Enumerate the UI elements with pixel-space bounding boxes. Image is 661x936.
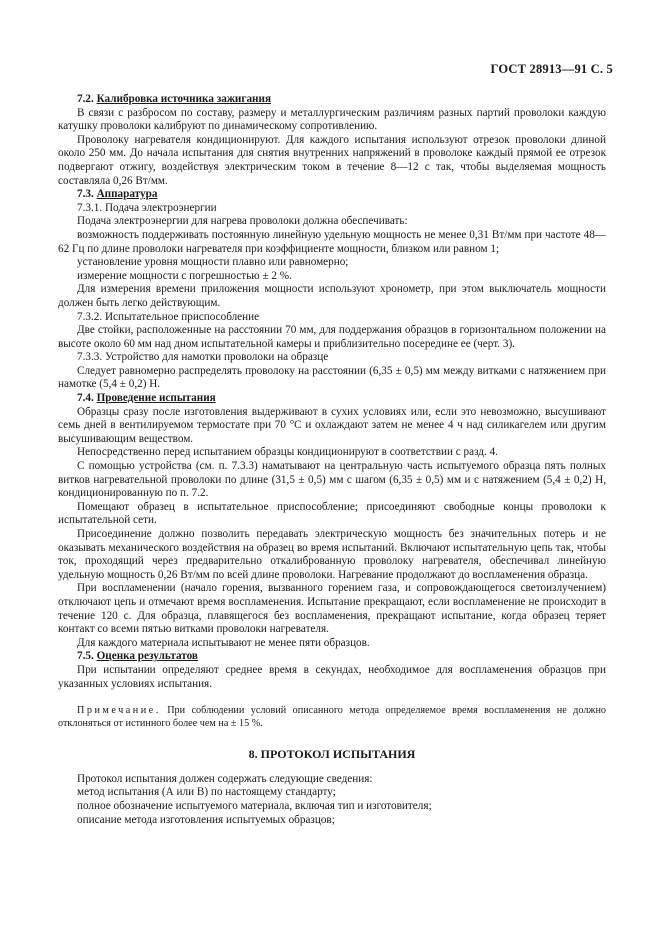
subheading-7-3-1: 7.3.1. Подача электроэнергии bbox=[77, 201, 217, 214]
paragraph: Подача электроэнергии для нагрева проволоки должна обеспечивать: bbox=[77, 215, 408, 228]
paragraph: С помощью устройства (см. п. 7.3.3) наматывают на центральную часть испытуемого образца пять полных витков нагревательной проволоки по длине (31,5 ± 0,5) мм с шагом (6,35 ± 0,5) мм и с натяжением (5,4 ± 0,2) Н, кондиционированную по п. 7.2. bbox=[58, 460, 606, 500]
list-item: Протокол испытания должен содержать следующие сведения: bbox=[77, 772, 373, 785]
document-body bbox=[58, 93, 606, 827]
paragraph: Непосредственно перед испытанием образцы кондиционируют в соответствии с разд. 4. bbox=[77, 446, 498, 459]
heading-number: 7.3. bbox=[77, 188, 94, 201]
heading-title: Проведение испытания bbox=[96, 392, 216, 405]
subheading-7-3-3: 7.3.3. Устройство для намотки проволоки на образце bbox=[77, 351, 329, 364]
paragraph: При воспламенении (начало горения, вызванного горением газа, и сопровождающегося светоизлучением) отключают цепь и отмечают время воспламенения. Испытание прекращают, если воспламенение не происходит в течение 120 с. Для образца, плавящегося без воспламенения, прекращают испытание, когда образец теряет контакт со всеми пятью витками проволоки нагревателя. bbox=[58, 582, 606, 636]
list-item: измерение мощности с погрешностью ± 2 %. bbox=[77, 269, 292, 282]
paragraph: Проволоку нагревателя кондиционируют. Для каждого испытания используют отрезок проволоки длиной около 250 мм. До начала испытания для снятия внутренних напряжений в проволоке каждый прямой ее отрезок подвергают отжигу, воздействуя электрическим током в течение 8—12 с так, чтобы выделяемая мощность составляла 0,26 Вт/мм. bbox=[58, 133, 606, 187]
heading-number: 7.5. bbox=[77, 650, 94, 663]
heading-number: 7.4. bbox=[77, 392, 94, 405]
section-8-title: 8. ПРОТОКОЛ ИСПЫТАНИЯ bbox=[248, 747, 416, 762]
heading-title: Аппаратура bbox=[96, 188, 158, 201]
heading-7-3 bbox=[58, 188, 606, 202]
list-item: полное обозначение испытуемого материала, включая тип и изготовителя; bbox=[77, 799, 432, 812]
paragraph: Следует равномерно распределять проволоку на расстоянии (6,35 ± 0,5) мм между витками с натяжением при намотке (5,4 ± 0,2) Н. bbox=[58, 364, 606, 391]
paragraph: Для каждого материала испытывают не менее пяти образцов. bbox=[77, 636, 370, 649]
note-text: При соблюдении условий описанного метода определяемое время воспламенения не должно отклоняться от истинного более чем на ± 15 %. bbox=[58, 705, 606, 730]
list-item: возможность поддерживать постоянную линейную удельную мощность не менее 0,31 Вт/мм при частоте 48—62 Гц по длине проволоки нагревателя при коэффициенте мощности, близком или равном 1; bbox=[58, 228, 606, 255]
heading-title: Калибровка источника зажигания bbox=[96, 93, 271, 105]
paragraph: Присоединение должно позволить передавать электрическую мощность без значительных потерь и не оказывать механического воздействия на образец во время испытаний. Включают испытательную цепь так, чтобы ток, проходящий через предварительно откалиброванную проволоку нагревателя, обеспечивал линейную удельную мощность 0,26 Вт/мм по всей длине проволоки. Нагревание продолжают до воспламенения образца. bbox=[58, 528, 606, 581]
paragraph: Образцы сразу после изготовления выдерживают в сухих условиях или, если это невозможно, высушивают семь дней в вентилируемом термостате при 70 °С и охлаждают затем не менее 4 ч над силикагелем или другим высушивающим веществом. bbox=[58, 405, 606, 445]
note-label: Примечание. bbox=[77, 705, 161, 717]
list-item: описание метода изготовления испытуемых образцов; bbox=[77, 813, 335, 826]
list-item: метод испытания (А или В) по настоящему стандарту; bbox=[77, 786, 336, 799]
heading-7-2 bbox=[58, 93, 606, 107]
subheading-7-3-2: 7.3.2. Испытательное приспособление bbox=[77, 310, 260, 323]
heading-7-5 bbox=[58, 650, 606, 664]
heading-number: 7.2. bbox=[77, 93, 94, 105]
paragraph: Помещают образец в испытательное приспособление; присоединяют свободные концы проволоки к испытательной сети. bbox=[58, 500, 606, 527]
paragraph: Для измерения времени приложения мощности используют хронометр, при этом выключатель мощности должен быть легко действующим. bbox=[58, 283, 606, 309]
list-item: установление уровня мощности плавно или равномерно; bbox=[77, 256, 349, 269]
heading-7-4 bbox=[58, 392, 606, 406]
paragraph: При испытании определяют среднее время в секундах, необходимое для воспламенения образцов при указанных условиях испытания. bbox=[58, 663, 606, 690]
heading-title: Оценка результатов bbox=[96, 650, 198, 663]
paragraph: Две стойки, расположенные на расстоянии 70 мм, для поддержания образцов в горизонтальном положении на высоте около 60 мм над дном испытательной камеры и приблизительно посередине ее (черт. 3). bbox=[58, 324, 606, 350]
paragraph: В связи с разбросом по составу, размеру и металлургическим различиям разных партий проволоки каждую катушку проволоки калибруют по динамическому сопротивлению. bbox=[58, 106, 606, 133]
note bbox=[58, 704, 606, 730]
page-header: ГОСТ 28913—91 С. 5 bbox=[490, 62, 613, 76]
